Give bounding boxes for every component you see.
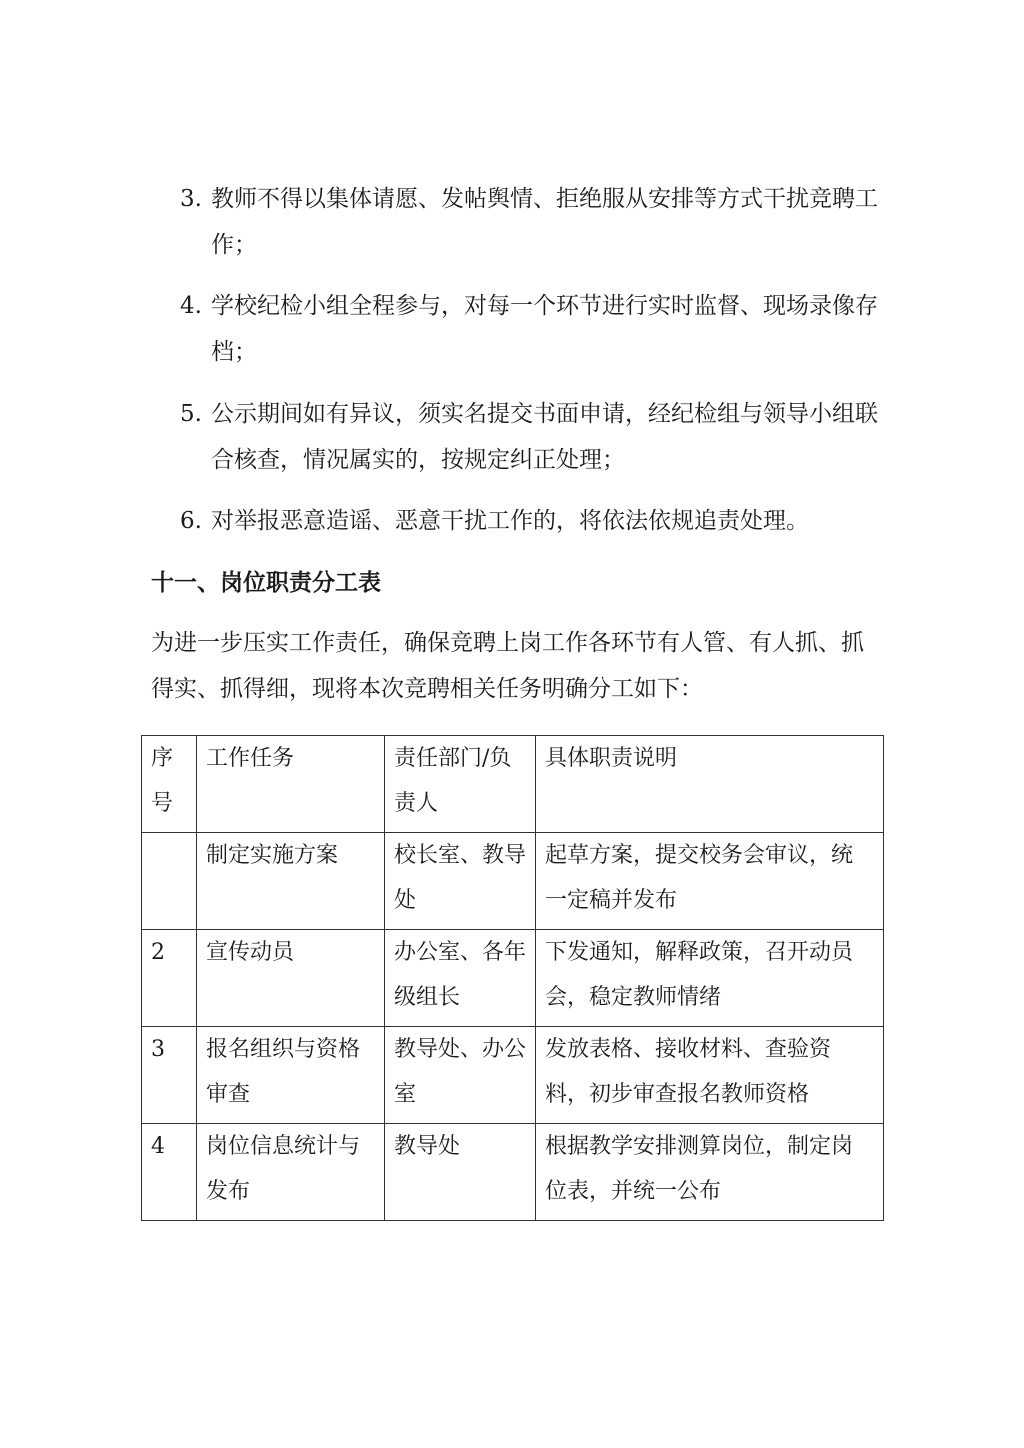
- cell-seq: [142, 833, 197, 930]
- list-text: 教师不得以集体请愿、发帖舆情、拒绝服从安排等方式干扰竞聘工作；: [211, 186, 878, 258]
- cell-duty: 下发通知，解释政策，召开动员会，稳定教师情绪: [536, 930, 884, 1027]
- cell-seq: 4: [142, 1124, 197, 1221]
- list-text: 对举报恶意造谣、恶意干扰工作的，将依法依规追责处理。: [211, 508, 809, 534]
- cell-duty: 发放表格、接收材料、查验资料，初步审查报名教师资格: [536, 1027, 884, 1124]
- list-item: [180, 283, 880, 375]
- header-task: 工作任务: [197, 736, 385, 833]
- list-number: 5.: [180, 401, 202, 427]
- table-row: [142, 930, 884, 1027]
- cell-dept: 教导处: [385, 1124, 536, 1221]
- list-number: 3.: [180, 186, 202, 212]
- header-duty: 具体职责说明: [536, 736, 884, 833]
- table-header-row: [142, 736, 884, 833]
- list-item: [180, 391, 880, 483]
- list-item: [180, 498, 880, 544]
- cell-seq: 3: [142, 1027, 197, 1124]
- section-heading: 十一、岗位职责分工表: [151, 570, 381, 596]
- list-text: 公示期间如有异议，须实名提交书面申请，经纪检组与领导小组联合核查，情况属实的，按规定纠正处理；: [211, 401, 878, 473]
- list-item: [180, 176, 880, 268]
- cell-task: 制定实施方案: [197, 833, 385, 930]
- cell-task: 报名组织与资格审查: [197, 1027, 385, 1124]
- table-row: [142, 833, 884, 930]
- duty-table: [141, 735, 884, 1221]
- cell-dept: 教导处、办公室: [385, 1027, 536, 1124]
- list-number: 4.: [180, 293, 202, 319]
- cell-duty: 起草方案，提交校务会审议，统一定稿并发布: [536, 833, 884, 930]
- list-number: 6.: [180, 508, 202, 534]
- cell-seq: 2: [142, 930, 197, 1027]
- cell-dept: 校长室、教导处: [385, 833, 536, 930]
- intro-paragraph: 为进一步压实工作责任，确保竞聘上岗工作各环节有人管、有人抓、抓得实、抓得细，现将本次竞聘相关任务明确分工如下：: [151, 630, 864, 702]
- cell-dept: 办公室、各年级组长: [385, 930, 536, 1027]
- table-row: [142, 1124, 884, 1221]
- header-dept: 责任部门/负责人: [385, 736, 536, 833]
- header-seq: 序号: [142, 736, 197, 833]
- table-row: [142, 1027, 884, 1124]
- list-text: 学校纪检小组全程参与，对每一个环节进行实时监督、现场录像存档；: [211, 293, 878, 365]
- cell-task: 宣传动员: [197, 930, 385, 1027]
- cell-duty: 根据教学安排测算岗位，制定岗位表，并统一公布: [536, 1124, 884, 1221]
- cell-task: 岗位信息统计与发布: [197, 1124, 385, 1221]
